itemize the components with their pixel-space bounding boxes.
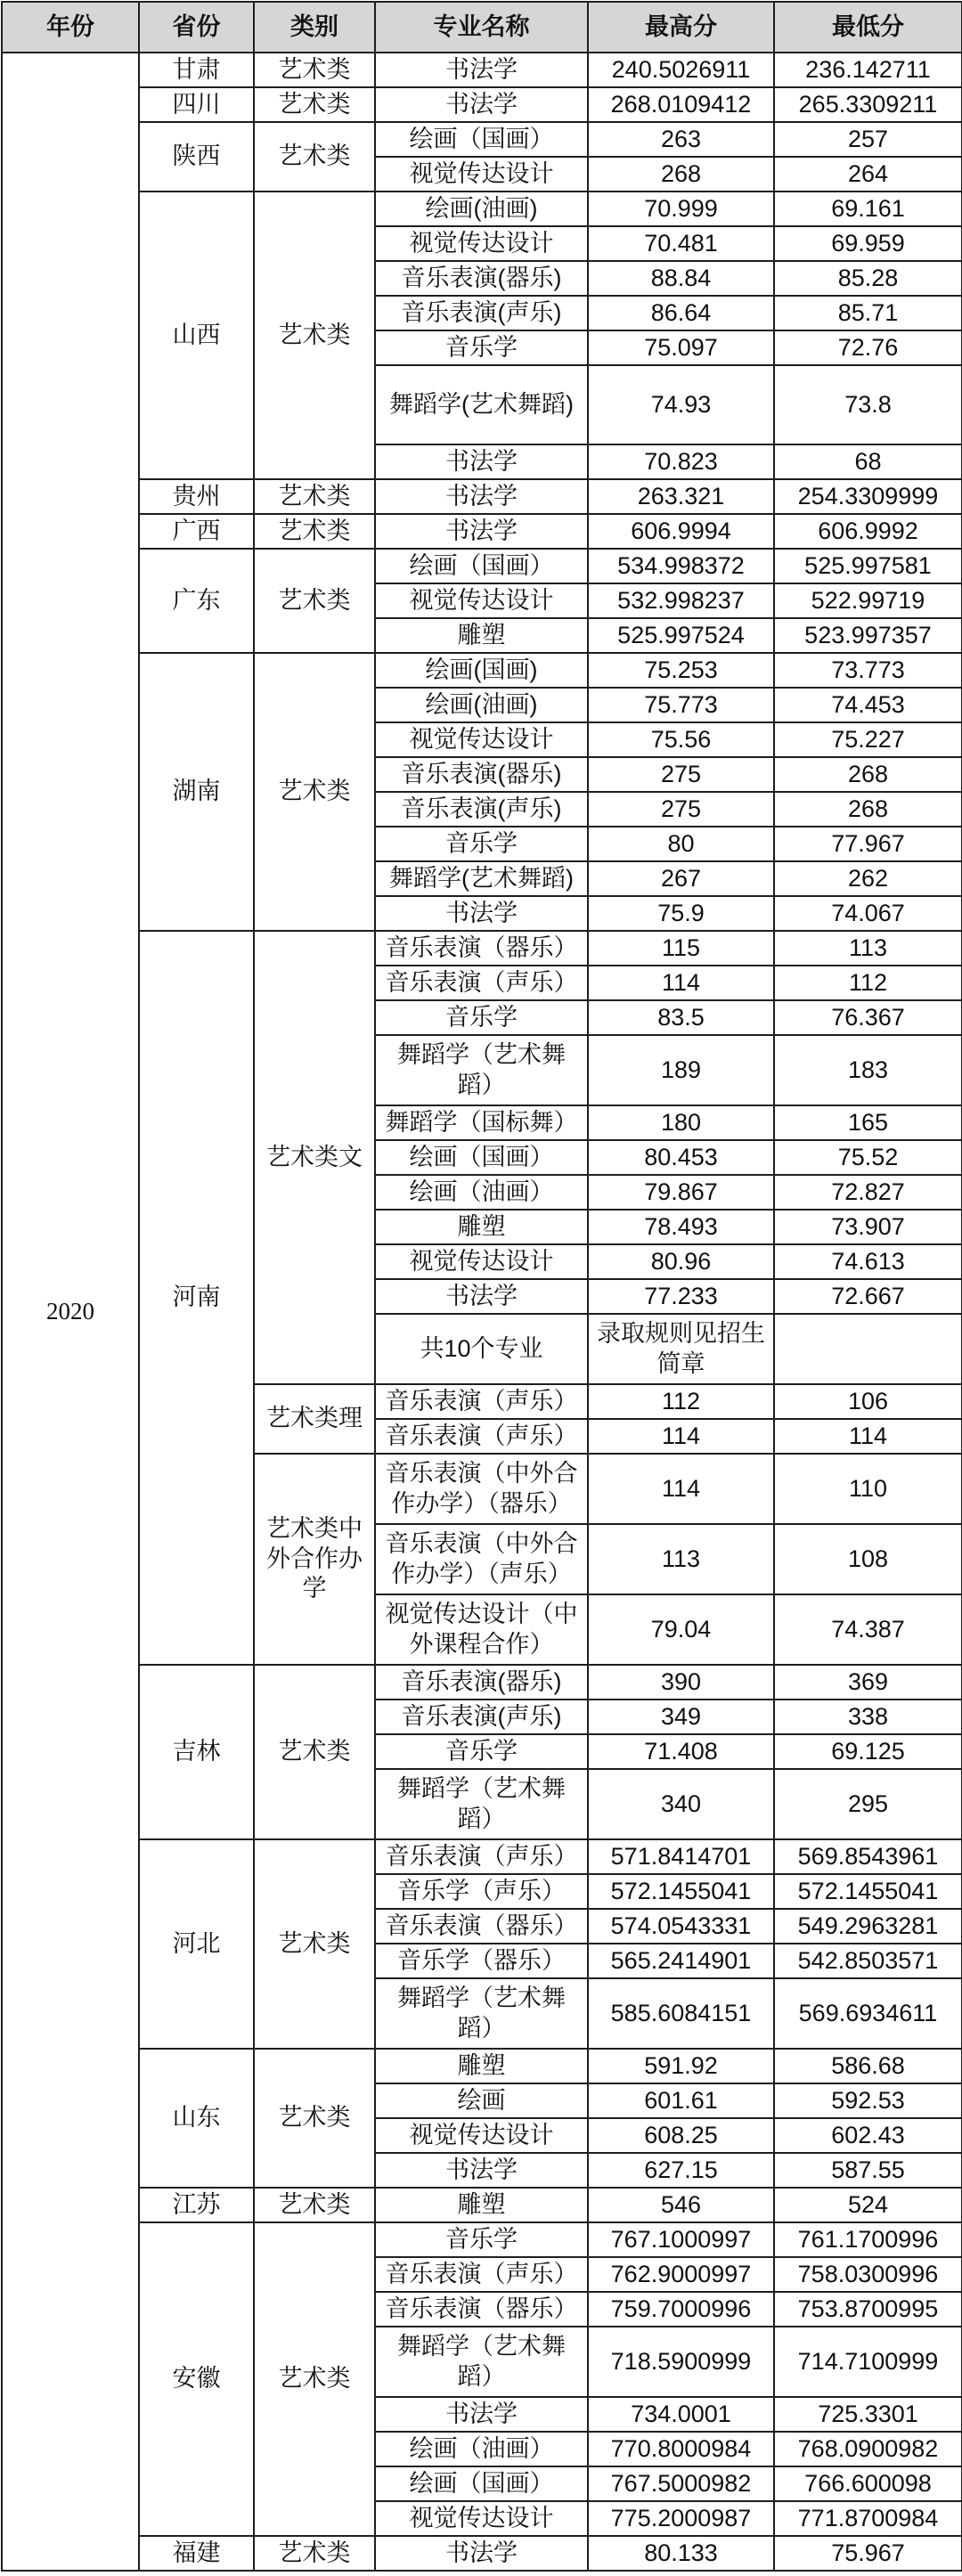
table-row bbox=[2, 931, 962, 966]
major-cell: 音乐表演（器乐） bbox=[375, 2292, 588, 2327]
major-cell: 绘画(油画) bbox=[375, 688, 588, 722]
max-score-cell: 601.61 bbox=[588, 2083, 774, 2118]
category-cell: 艺术类 bbox=[254, 549, 375, 653]
major-cell: 书法学 bbox=[375, 896, 588, 931]
major-cell: 舞蹈学(艺术舞蹈) bbox=[375, 861, 588, 896]
province-cell: 江苏 bbox=[139, 2188, 254, 2222]
max-score-cell: 532.998237 bbox=[588, 583, 774, 618]
major-cell: 视觉传达设计 bbox=[375, 583, 588, 618]
category-cell: 艺术类 bbox=[254, 1665, 375, 1839]
category-cell: 艺术类中外合作办学 bbox=[254, 1454, 375, 1665]
category-cell: 艺术类理 bbox=[254, 1384, 375, 1454]
category-cell: 艺术类 bbox=[254, 2188, 375, 2222]
max-score-cell: 767.5000982 bbox=[588, 2466, 774, 2501]
major-cell: 视觉传达设计 bbox=[375, 722, 588, 757]
header-max-score: 最高分 bbox=[588, 2, 774, 53]
major-cell: 绘画 bbox=[375, 2083, 588, 2118]
major-cell: 雕塑 bbox=[375, 1210, 588, 1244]
table-row bbox=[2, 514, 962, 549]
min-score-cell: 75.52 bbox=[774, 1140, 962, 1175]
min-score-cell: 768.0900982 bbox=[774, 2432, 962, 2466]
major-cell: 绘画（国画） bbox=[375, 122, 588, 157]
table-row bbox=[2, 2222, 962, 2257]
min-score-cell: 85.28 bbox=[774, 261, 962, 296]
min-score-cell: 265.3309211 bbox=[774, 87, 962, 122]
category-cell: 艺术类 bbox=[254, 2536, 375, 2571]
max-score-cell: 88.84 bbox=[588, 261, 774, 296]
max-score-cell: 75.253 bbox=[588, 653, 774, 688]
province-cell: 河北 bbox=[139, 1839, 254, 2049]
max-score-cell: 775.2000987 bbox=[588, 2501, 774, 2536]
province-cell: 甘肃 bbox=[139, 53, 254, 87]
table-row bbox=[2, 2188, 962, 2222]
province-cell: 安徽 bbox=[139, 2222, 254, 2536]
major-cell: 视觉传达设计 bbox=[375, 2501, 588, 2536]
max-score-cell: 86.64 bbox=[588, 296, 774, 330]
category-cell: 艺术类文 bbox=[254, 931, 375, 1384]
max-score-cell: 240.5026911 bbox=[588, 53, 774, 87]
min-score-cell: 75.227 bbox=[774, 722, 962, 757]
major-cell: 音乐表演（声乐） bbox=[375, 2257, 588, 2292]
major-cell: 雕塑 bbox=[375, 2049, 588, 2083]
category-cell: 艺术类 bbox=[254, 514, 375, 549]
major-cell: 雕塑 bbox=[375, 2188, 588, 2222]
min-score-cell: 112 bbox=[774, 966, 962, 1000]
min-score-cell: 72.76 bbox=[774, 330, 962, 365]
min-score-cell: 68 bbox=[774, 444, 962, 479]
min-score-cell: 753.8700995 bbox=[774, 2292, 962, 2327]
max-score-cell: 80.133 bbox=[588, 2536, 774, 2571]
table-row bbox=[2, 2049, 962, 2083]
min-score-cell: 113 bbox=[774, 931, 962, 966]
major-cell: 舞蹈学（艺术舞蹈） bbox=[375, 1769, 588, 1839]
major-cell: 音乐学 bbox=[375, 1000, 588, 1035]
max-score-cell: 70.481 bbox=[588, 226, 774, 261]
table-row bbox=[2, 192, 962, 226]
min-score-cell: 295 bbox=[774, 1769, 962, 1839]
major-cell: 音乐表演(器乐) bbox=[375, 757, 588, 792]
max-score-cell: 718.5900999 bbox=[588, 2327, 774, 2397]
max-score-cell: 189 bbox=[588, 1035, 774, 1105]
max-score-cell: 114 bbox=[588, 966, 774, 1000]
min-score-cell: 606.9992 bbox=[774, 514, 962, 549]
max-score-cell: 75.9 bbox=[588, 896, 774, 931]
max-score-cell: 77.233 bbox=[588, 1279, 774, 1314]
min-score-cell: 69.959 bbox=[774, 226, 962, 261]
max-score-cell: 525.997524 bbox=[588, 618, 774, 653]
major-cell: 绘画(油画) bbox=[375, 192, 588, 226]
max-score-cell: 585.6084151 bbox=[588, 1978, 774, 2049]
table-row bbox=[2, 479, 962, 514]
header-province: 省份 bbox=[139, 2, 254, 53]
max-score-cell: 80.453 bbox=[588, 1140, 774, 1175]
major-cell: 音乐表演（声乐） bbox=[375, 966, 588, 1000]
major-cell: 书法学 bbox=[375, 87, 588, 122]
major-cell: 音乐学 bbox=[375, 330, 588, 365]
major-cell: 书法学 bbox=[375, 2397, 588, 2432]
category-cell: 艺术类 bbox=[254, 192, 375, 479]
major-cell: 绘画（国画） bbox=[375, 549, 588, 583]
max-score-cell: 114 bbox=[588, 1454, 774, 1524]
major-cell: 绘画（油画） bbox=[375, 1175, 588, 1210]
province-cell: 河南 bbox=[139, 931, 254, 1665]
province-cell: 山西 bbox=[139, 192, 254, 479]
category-cell: 艺术类 bbox=[254, 2049, 375, 2188]
max-score-cell: 79.04 bbox=[588, 1594, 774, 1665]
max-score-cell: 275 bbox=[588, 757, 774, 792]
major-cell: 书法学 bbox=[375, 1279, 588, 1314]
major-cell: 音乐表演(声乐) bbox=[375, 1700, 588, 1734]
min-score-cell: 524 bbox=[774, 2188, 962, 2222]
max-score-cell: 113 bbox=[588, 1524, 774, 1594]
max-score-cell: 606.9994 bbox=[588, 514, 774, 549]
min-score-cell: 761.1700996 bbox=[774, 2222, 962, 2257]
min-score-cell: 73.8 bbox=[774, 365, 962, 444]
min-score-cell: 572.1455041 bbox=[774, 1874, 962, 1909]
min-score-cell: 73.773 bbox=[774, 653, 962, 688]
major-cell: 音乐学 bbox=[375, 2222, 588, 2257]
major-cell: 音乐表演（中外合作办学）（器乐） bbox=[375, 1454, 588, 1524]
max-score-cell: 83.5 bbox=[588, 1000, 774, 1035]
table-row bbox=[2, 53, 962, 87]
admission-score-table bbox=[1, 1, 962, 2572]
min-score-cell: 183 bbox=[774, 1035, 962, 1105]
major-cell: 绘画（油画） bbox=[375, 2432, 588, 2466]
major-cell: 书法学 bbox=[375, 479, 588, 514]
min-score-cell: 714.7100999 bbox=[774, 2327, 962, 2397]
max-score-cell: 268 bbox=[588, 157, 774, 192]
year-cell: 2020 bbox=[2, 53, 139, 2571]
province-cell: 陕西 bbox=[139, 122, 254, 192]
max-score-cell: 591.92 bbox=[588, 2049, 774, 2083]
major-cell: 书法学 bbox=[375, 514, 588, 549]
min-score-cell: 69.161 bbox=[774, 192, 962, 226]
header-min-score: 最低分 bbox=[774, 2, 962, 53]
min-score-cell: 76.367 bbox=[774, 1000, 962, 1035]
max-score-cell: 390 bbox=[588, 1665, 774, 1700]
min-score-cell: 264 bbox=[774, 157, 962, 192]
major-cell: 音乐表演（器乐） bbox=[375, 931, 588, 966]
max-score-cell: 80.96 bbox=[588, 1244, 774, 1279]
major-cell: 舞蹈学（国标舞） bbox=[375, 1105, 588, 1140]
major-cell: 绘画（国画） bbox=[375, 1140, 588, 1175]
max-score-cell: 770.8000984 bbox=[588, 2432, 774, 2466]
major-cell: 视觉传达设计（中外课程合作） bbox=[375, 1594, 588, 1665]
min-score-cell: 257 bbox=[774, 122, 962, 157]
max-score-cell: 80 bbox=[588, 827, 774, 861]
min-score-cell: 110 bbox=[774, 1454, 962, 1524]
min-score-cell: 369 bbox=[774, 1665, 962, 1700]
max-score-cell: 572.1455041 bbox=[588, 1874, 774, 1909]
min-score-cell: 236.142711 bbox=[774, 53, 962, 87]
max-score-cell: 275 bbox=[588, 792, 774, 827]
max-score-cell: 340 bbox=[588, 1769, 774, 1839]
min-score-cell: 602.43 bbox=[774, 2118, 962, 2153]
max-score-cell: 534.998372 bbox=[588, 549, 774, 583]
major-cell: 绘画(国画) bbox=[375, 653, 588, 688]
min-score-cell: 549.2963281 bbox=[774, 1909, 962, 1944]
max-score-cell: 574.0543331 bbox=[588, 1909, 774, 1944]
category-cell: 艺术类 bbox=[254, 53, 375, 87]
min-score-cell: 74.387 bbox=[774, 1594, 962, 1665]
max-score-cell: 112 bbox=[588, 1384, 774, 1419]
category-cell: 艺术类 bbox=[254, 122, 375, 192]
header-row bbox=[2, 2, 962, 53]
max-score-cell: 565.2414901 bbox=[588, 1944, 774, 1978]
max-score-cell: 263.321 bbox=[588, 479, 774, 514]
min-score-cell: 85.71 bbox=[774, 296, 962, 330]
max-score-cell: 546 bbox=[588, 2188, 774, 2222]
min-score-cell: 587.55 bbox=[774, 2153, 962, 2188]
major-cell: 舞蹈学(艺术舞蹈) bbox=[375, 365, 588, 444]
table-row bbox=[2, 1665, 962, 1700]
max-score-cell: 75.56 bbox=[588, 722, 774, 757]
category-cell: 艺术类 bbox=[254, 653, 375, 931]
major-cell: 雕塑 bbox=[375, 618, 588, 653]
min-score-cell: 114 bbox=[774, 1419, 962, 1454]
max-score-cell: 114 bbox=[588, 1419, 774, 1454]
min-score-cell bbox=[774, 1314, 962, 1384]
min-score-cell: 525.997581 bbox=[774, 549, 962, 583]
major-cell: 音乐表演(器乐) bbox=[375, 1665, 588, 1700]
min-score-cell: 569.6934611 bbox=[774, 1978, 962, 2049]
major-cell: 音乐表演(声乐) bbox=[375, 296, 588, 330]
major-cell: 音乐表演（器乐） bbox=[375, 1909, 588, 1944]
max-score-cell: 571.8414701 bbox=[588, 1839, 774, 1874]
major-cell: 音乐学（器乐） bbox=[375, 1944, 588, 1978]
province-cell: 湖南 bbox=[139, 653, 254, 931]
max-score-cell: 267 bbox=[588, 861, 774, 896]
table-body bbox=[2, 53, 962, 2571]
max-score-cell: 180 bbox=[588, 1105, 774, 1140]
major-cell: 视觉传达设计 bbox=[375, 157, 588, 192]
max-score-cell: 75.097 bbox=[588, 330, 774, 365]
min-score-cell: 338 bbox=[774, 1700, 962, 1734]
major-cell: 视觉传达设计 bbox=[375, 1244, 588, 1279]
max-score-cell: 759.7000996 bbox=[588, 2292, 774, 2327]
table-row bbox=[2, 549, 962, 583]
province-cell: 四川 bbox=[139, 87, 254, 122]
major-cell: 音乐表演（声乐） bbox=[375, 1419, 588, 1454]
province-cell: 广东 bbox=[139, 549, 254, 653]
table-header bbox=[2, 2, 962, 53]
min-score-cell: 254.3309999 bbox=[774, 479, 962, 514]
table-row bbox=[2, 653, 962, 688]
min-score-cell: 165 bbox=[774, 1105, 962, 1140]
min-score-cell: 73.907 bbox=[774, 1210, 962, 1244]
major-cell: 共10个专业 bbox=[375, 1314, 588, 1384]
min-score-cell: 72.827 bbox=[774, 1175, 962, 1210]
min-score-cell: 106 bbox=[774, 1384, 962, 1419]
table-row bbox=[2, 2536, 962, 2571]
category-cell: 艺术类 bbox=[254, 2222, 375, 2536]
major-cell: 舞蹈学（艺术舞蹈） bbox=[375, 2327, 588, 2397]
min-score-cell: 69.125 bbox=[774, 1734, 962, 1769]
min-score-cell: 766.600098 bbox=[774, 2466, 962, 2501]
province-cell: 吉林 bbox=[139, 1665, 254, 1839]
min-score-cell: 725.3301 bbox=[774, 2397, 962, 2432]
min-score-cell: 74.067 bbox=[774, 896, 962, 931]
max-score-cell: 70.999 bbox=[588, 192, 774, 226]
major-cell: 书法学 bbox=[375, 2536, 588, 2571]
min-score-cell: 586.68 bbox=[774, 2049, 962, 2083]
major-cell: 音乐表演（声乐） bbox=[375, 1384, 588, 1419]
province-cell: 福建 bbox=[139, 2536, 254, 2571]
major-cell: 书法学 bbox=[375, 2153, 588, 2188]
max-score-cell: 71.408 bbox=[588, 1734, 774, 1769]
min-score-cell: 72.667 bbox=[774, 1279, 962, 1314]
max-score-cell: 734.0001 bbox=[588, 2397, 774, 2432]
table-row bbox=[2, 122, 962, 157]
major-cell: 书法学 bbox=[375, 53, 588, 87]
major-cell: 音乐学 bbox=[375, 1734, 588, 1769]
max-score-cell: 79.867 bbox=[588, 1175, 774, 1210]
min-score-cell: 522.99719 bbox=[774, 583, 962, 618]
major-cell: 音乐表演(器乐) bbox=[375, 261, 588, 296]
max-score-cell: 762.9000997 bbox=[588, 2257, 774, 2292]
major-cell: 音乐表演（声乐） bbox=[375, 1839, 588, 1874]
major-cell: 音乐学（声乐） bbox=[375, 1874, 588, 1909]
major-cell: 视觉传达设计 bbox=[375, 226, 588, 261]
max-score-cell: 75.773 bbox=[588, 688, 774, 722]
header-year: 年份 bbox=[2, 2, 139, 53]
major-cell: 书法学 bbox=[375, 444, 588, 479]
table-row bbox=[2, 1839, 962, 1874]
max-score-cell: 录取规则见招生简章 bbox=[588, 1314, 774, 1384]
province-cell: 广西 bbox=[139, 514, 254, 549]
min-score-cell: 592.53 bbox=[774, 2083, 962, 2118]
min-score-cell: 569.8543961 bbox=[774, 1839, 962, 1874]
category-cell: 艺术类 bbox=[254, 479, 375, 514]
min-score-cell: 268 bbox=[774, 792, 962, 827]
major-cell: 绘画（国画） bbox=[375, 2466, 588, 2501]
province-cell: 山东 bbox=[139, 2049, 254, 2188]
major-cell: 音乐表演（中外合作办学）（声乐） bbox=[375, 1524, 588, 1594]
min-score-cell: 268 bbox=[774, 757, 962, 792]
min-score-cell: 74.613 bbox=[774, 1244, 962, 1279]
max-score-cell: 349 bbox=[588, 1700, 774, 1734]
major-cell: 音乐表演(声乐) bbox=[375, 792, 588, 827]
min-score-cell: 758.0300996 bbox=[774, 2257, 962, 2292]
major-cell: 音乐学 bbox=[375, 827, 588, 861]
min-score-cell: 77.967 bbox=[774, 827, 962, 861]
max-score-cell: 74.93 bbox=[588, 365, 774, 444]
header-major: 专业名称 bbox=[375, 2, 588, 53]
max-score-cell: 268.0109412 bbox=[588, 87, 774, 122]
max-score-cell: 70.823 bbox=[588, 444, 774, 479]
min-score-cell: 771.8700984 bbox=[774, 2501, 962, 2536]
major-cell: 舞蹈学（艺术舞蹈） bbox=[375, 1035, 588, 1105]
min-score-cell: 262 bbox=[774, 861, 962, 896]
min-score-cell: 74.453 bbox=[774, 688, 962, 722]
max-score-cell: 78.493 bbox=[588, 1210, 774, 1244]
category-cell: 艺术类 bbox=[254, 87, 375, 122]
max-score-cell: 627.15 bbox=[588, 2153, 774, 2188]
province-cell: 贵州 bbox=[139, 479, 254, 514]
max-score-cell: 767.1000997 bbox=[588, 2222, 774, 2257]
max-score-cell: 115 bbox=[588, 931, 774, 966]
max-score-cell: 263 bbox=[588, 122, 774, 157]
min-score-cell: 523.997357 bbox=[774, 618, 962, 653]
major-cell: 舞蹈学（艺术舞蹈） bbox=[375, 1978, 588, 2049]
min-score-cell: 75.967 bbox=[774, 2536, 962, 2571]
header-category: 类别 bbox=[254, 2, 375, 53]
major-cell: 视觉传达设计 bbox=[375, 2118, 588, 2153]
min-score-cell: 542.8503571 bbox=[774, 1944, 962, 1978]
category-cell: 艺术类 bbox=[254, 1839, 375, 2049]
max-score-cell: 608.25 bbox=[588, 2118, 774, 2153]
min-score-cell: 108 bbox=[774, 1524, 962, 1594]
table-row bbox=[2, 87, 962, 122]
